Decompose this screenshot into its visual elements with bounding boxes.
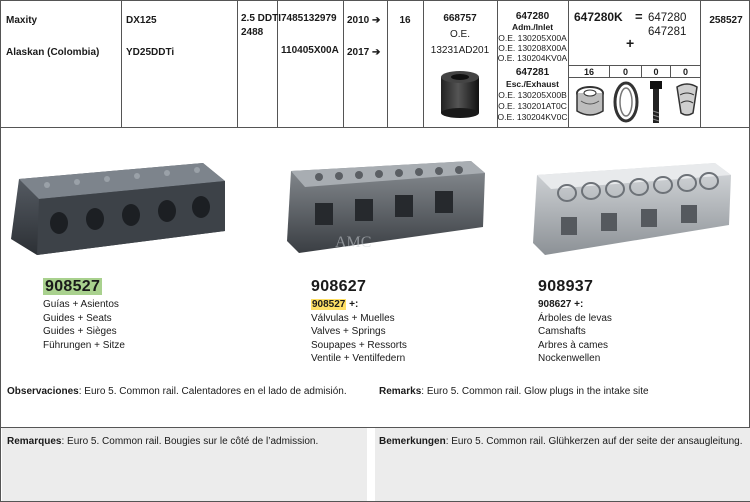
note-english: Remarks: Euro 5. Common rail. Glow plugs in the intake site xyxy=(379,386,649,397)
product-number: 908627 xyxy=(311,278,367,295)
kit-code: 647280K xyxy=(574,10,623,24)
col-divider xyxy=(237,1,238,127)
col-divider xyxy=(121,1,122,127)
qty-value: 0 xyxy=(622,67,628,77)
product-description: Guías + Asientos Guides + Seats Guides + Sièges Führungen + Sitze xyxy=(43,299,125,351)
qty-value: 0 xyxy=(653,67,659,77)
col-divider xyxy=(343,1,344,127)
displacement: 2488 xyxy=(241,27,264,38)
oem-number: 7485132979 xyxy=(281,13,337,24)
kit-part: 647280 xyxy=(648,12,687,24)
inlet-label: Adm./Inlet xyxy=(511,22,554,32)
note-box-gap xyxy=(367,427,375,501)
oem-number: 110405X00A xyxy=(281,45,339,56)
valve-count: 16 xyxy=(399,15,411,26)
inlet-oe: O.E. 130204KV0A xyxy=(497,53,568,63)
valve-cotter-icon xyxy=(674,83,700,123)
engine-type: 2.5 DDTI xyxy=(241,13,282,24)
head-bolt-icon xyxy=(649,81,663,125)
model-name: Alaskan (Colombia) xyxy=(6,47,100,58)
equals-sign: = xyxy=(635,9,643,24)
product-description: 908527 +: Válvulas + Muelles Valves + Springs Soupapes + Ressorts Ventile + Ventilfedern xyxy=(311,299,407,364)
valve-seal-icon xyxy=(439,69,481,117)
product-number: 908937 xyxy=(538,278,594,295)
inlet-oe: O.E. 130205X00A xyxy=(498,33,567,43)
exhaust-oe: O.E. 130204KV0C xyxy=(497,112,568,122)
exhaust-oe: O.E. 130201AT0C xyxy=(498,101,567,111)
col-divider xyxy=(568,1,569,127)
exhaust-label: Esc./Exhaust xyxy=(506,79,559,89)
plug-oe-label: O.E. xyxy=(449,29,470,40)
inlet-oe: O.E. 130208X00A xyxy=(498,43,567,53)
inlet-number: 647280 xyxy=(515,11,550,22)
cylinder-head-valves-image xyxy=(285,157,487,261)
engine-code: DX125 xyxy=(126,15,157,26)
qty-value: 16 xyxy=(583,67,594,77)
exhaust-oe: O.E. 130205X00B xyxy=(498,90,567,100)
cylinder-head-bare-image xyxy=(7,161,229,259)
kit-divider xyxy=(568,65,700,66)
product-description: 908627 +: Árboles de levas Camshafts Arbres à cames Nockenwellen xyxy=(538,299,612,364)
cylinder-head-camshaft-image xyxy=(531,161,733,261)
qty-value: 0 xyxy=(682,67,688,77)
header-divider xyxy=(1,127,750,128)
kit-divider xyxy=(568,77,700,78)
watermark-text: AMC xyxy=(335,234,372,251)
product-number: 908527 xyxy=(45,278,101,295)
note-german: Bemerkungen: Euro 5. Common rail. Glühkerzen auf der seite der ansaugleitung. xyxy=(379,436,743,447)
plus-sign: + xyxy=(626,35,635,51)
gasket-ring-icon xyxy=(611,81,641,123)
note-spanish: Observaciones: Euro 5. Common rail. Calentadores en el lado de admisión. xyxy=(7,386,347,397)
model-name: Maxity xyxy=(6,15,38,26)
notes-divider xyxy=(1,427,750,428)
reference-number: 258527 xyxy=(709,15,743,26)
exhaust-number: 647281 xyxy=(515,67,550,78)
engine-code: YD25DDTi xyxy=(126,47,175,58)
kit-part: 647281 xyxy=(648,26,687,38)
valve-stem-seal-icon xyxy=(573,83,607,123)
note-french: Remarques: Euro 5. Common rail. Bougies sur le côté de l’admission. xyxy=(7,436,319,447)
plug-oe-number: 13231AD201 xyxy=(430,45,490,56)
year-from: 2010 ➔ xyxy=(347,15,381,26)
year-from: 2017 ➔ xyxy=(347,47,381,58)
plug-number: 668757 xyxy=(443,13,477,24)
